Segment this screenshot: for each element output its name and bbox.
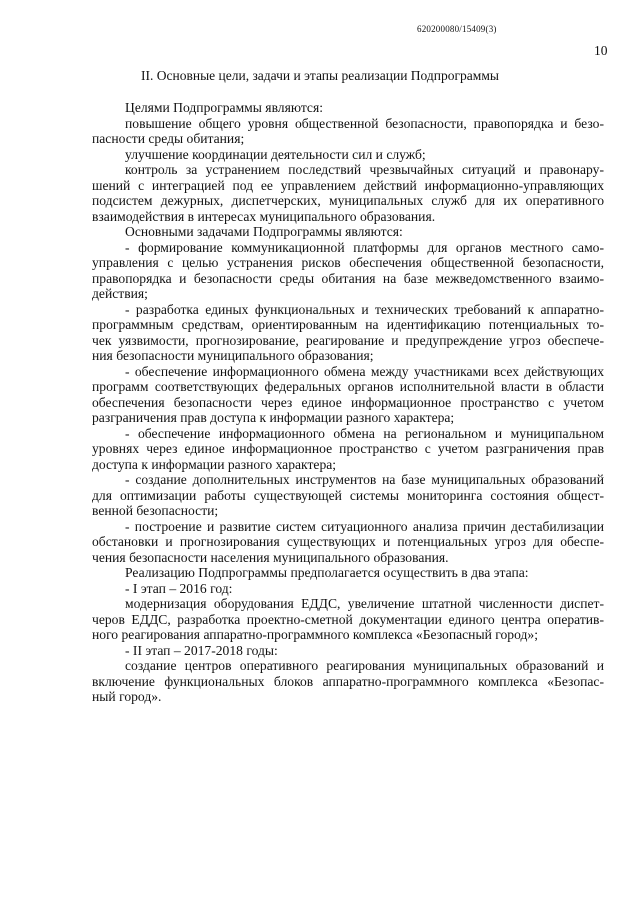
text-line: уровнях через единое информационное пространство с учетом разграничения прав [92, 441, 604, 456]
text-line: доступа к информации разного характера; [92, 456, 337, 472]
text-line: обеспечения безопасности через единое информационное пространство с учетом [92, 394, 604, 410]
text-line: повышение общего уровня общественной безопасности, правопорядка и безо- [125, 115, 604, 131]
text-line: шений с интеграцией под ее управлением действий информационно-управляющих [92, 177, 604, 193]
text-line: создание центров оперативного реагирования муниципальных образований и [125, 658, 604, 673]
text-line: программным средствам, ориентированным на идентификацию потенциальных то- [92, 317, 604, 332]
text-line: контроль за устранением последствий чрезвычайных ситуаций и правонару- [125, 162, 604, 177]
text-line: - формирование коммуникационной платформы для органов местного само- [125, 239, 604, 255]
text-line: черов ЕДДС, разработка проектно-сметной документации единого центра оператив- [92, 611, 604, 627]
text-line: - II этап – 2017-2018 годы: [125, 642, 278, 658]
text-line: венной безопасности; [92, 503, 219, 518]
text-line: - разработка единых функциональных и технических требований к аппаратно- [125, 301, 604, 317]
text-line: чения безопасности населения муниципального образования. [92, 549, 449, 565]
text-line: Основными задачами Подпрограммы являются: [125, 224, 403, 239]
text-line: - обеспечение информационного обмена на региональном и муниципальном [125, 425, 604, 441]
text-line: - построение и развитие систем ситуационного анализа причин дестабилизации [125, 518, 604, 534]
text-line: улучшение координации деятельности сил и служб; [125, 146, 426, 162]
text-line: для оптимизации работы существующей системы мониторинга состояния общест- [92, 487, 604, 503]
text-line: - обеспечение информационного обмена между участниками всех действующих [125, 363, 604, 379]
text-line: Реализацию Подпрограммы предполагается осуществить в два этапа: [125, 565, 529, 580]
page-number: 10 [594, 43, 608, 58]
text-line: обстановки и прогнозирования существующих и потенциальных угроз для обеспе- [92, 534, 604, 549]
text-line: ного реагирования аппаратно-программного комплекса «Безопасный город»; [92, 627, 538, 642]
text-line: ния безопасности муниципального образования; [92, 348, 374, 363]
text-line: управления с целью устранения рисков обеспечения общественной безопасности, [92, 255, 604, 270]
text-line: чек уязвимости, прогнозирование, реагирование и предупреждение угроз обеспече- [92, 332, 604, 348]
text-line: разграничения прав доступа к информации разного характера; [92, 410, 455, 425]
document-body [92, 100, 604, 705]
text-line: ный город». [92, 689, 162, 704]
text-line: подсистем дежурных, диспетчерских, муниципальных служб для их оперативного [92, 193, 604, 208]
text-line: правопорядка и безопасности среды обитания на базе межведомственного взаимо- [92, 270, 604, 286]
text-line: - создание дополнительных инструментов на базе муниципальных образований [125, 472, 604, 487]
text-line: программ соответствующих федеральных органов исполнительной власти в области [92, 379, 604, 394]
document-id: 620200080/15409(3) [417, 24, 497, 34]
text-line: пасности среды обитания; [92, 131, 245, 146]
text-line: взаимодействия в интересах муниципального образования. [92, 208, 436, 224]
text-line: - I этап – 2016 год: [125, 580, 233, 596]
section-title: II. Основные цели, задачи и этапы реализации Подпрограммы [141, 68, 499, 83]
text-line: действия; [92, 286, 148, 301]
text-line: включение функциональных блоков аппаратно-программного комплекса «Безопас- [92, 673, 604, 689]
text-line: модернизация оборудования ЕДДС, увеличение штатной численности диспет- [125, 596, 604, 611]
text-line: Целями Подпрограммы являются: [125, 100, 323, 115]
